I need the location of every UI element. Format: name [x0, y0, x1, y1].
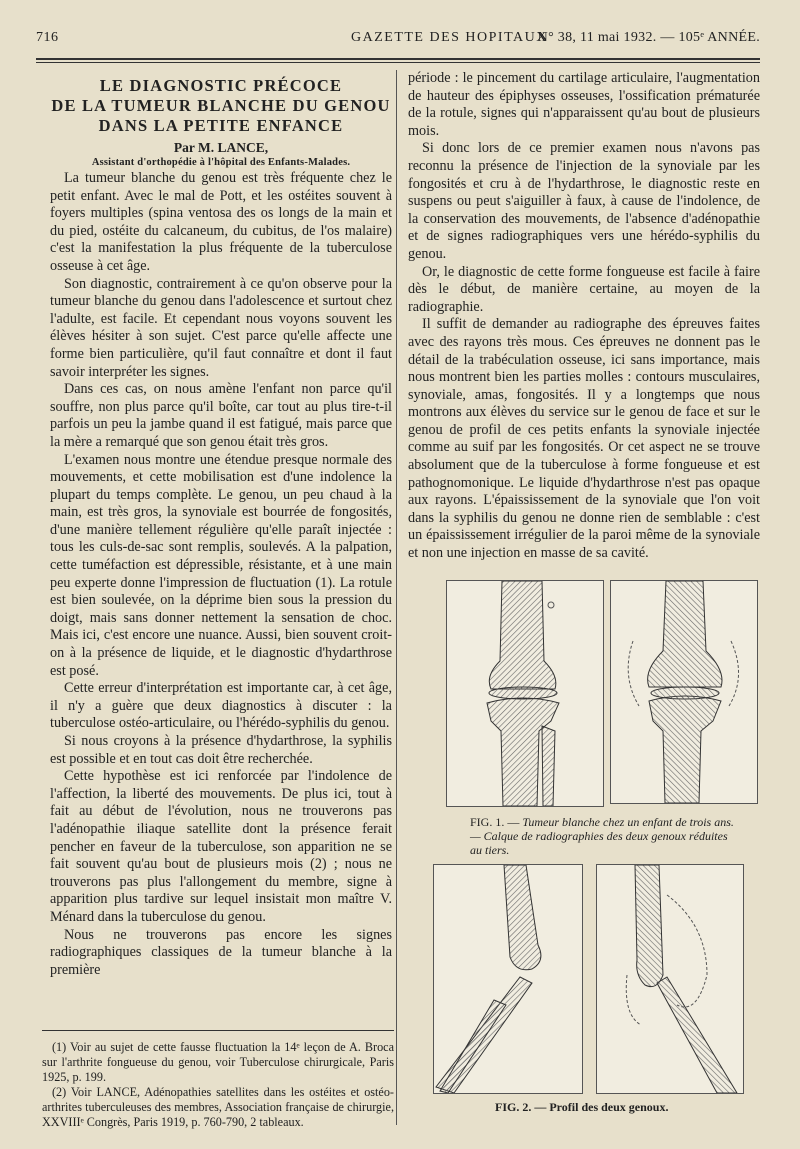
paragraph: Si donc lors de ce premier examen nous n'avons pas reconnu la présence de l'injection de la synoviale par les fongosités et cru à de l'hydarthrose, le diagnostic reste en suspens ou peut s'aiguiller à faux, à cause de l'indolence, de la conservation des mouvements, de l'absence d'adénopathie et de signes radiographiques vers une hérédo-syphilis du genou.	[408, 140, 760, 262]
article-title	[50, 76, 392, 136]
left-column	[50, 72, 392, 979]
title-line: DE LA TUMEUR BLANCHE DU GENOU	[51, 96, 391, 115]
figure-1-right-knee	[610, 580, 758, 804]
paragraph: Nous ne trouverons pas encore les signes radiographiques classiques de la tumeur blanche à la première	[50, 926, 392, 978]
figure-2-right-profile	[596, 864, 744, 1094]
issue-info: N° 38, 11 mai 1932. — 105ᵉ ANNÉE.	[537, 30, 760, 45]
journal-title: GAZETTE DES HOPITAUX	[351, 30, 548, 45]
paragraph: période : le pincement du cartilage articulaire, l'augmentation de hauteur des épiphyses osseuses, l'ossification prématurée de la rotule, signes qui n'apparaissent qu'au bout de plusieurs mois.	[408, 70, 760, 139]
column-divider	[396, 70, 397, 1125]
author-byline: Par M. LANCE,	[173, 140, 269, 155]
figure-1-label: FIG. 1. —	[470, 815, 520, 829]
footnotes	[42, 1040, 394, 1130]
footnote-rule	[42, 1030, 394, 1031]
figure-2-left-profile	[433, 864, 583, 1094]
header-rule-thin	[36, 62, 760, 63]
page-number: 716	[36, 30, 59, 45]
paragraph: Cette hypothèse est ici renforcée par l'indolence de l'affection, la liberté des mouvements. De plus ici, tout à fait au début de l'évolution, nous ne trouverons pas l'adénopathie iliaque satellite dont la présence ferait pencher en faveur de la tuberculose, son apparition ne se fait souvent qu'au bout de plusieurs mois (2) ; nous ne trouverons pas plus l'allongement du membre, signe à apparition plus tardive sur lequel insistait mon maître V. Ménard dans la tuberculose du genou.	[50, 768, 392, 925]
paragraph: Dans ces cas, on nous amène l'enfant non parce qu'il souffre, non plus parce qu'il boîte, car tout au plus tire-t-il parfois un peu la jambe quand il est fatigué, mais parce que la mère a remarqué que son genou était très gros.	[50, 381, 392, 450]
paragraph: Cette erreur d'interprétation est importante car, à cet âge, il n'y a guère que deux diagnostics à discuter : la tuberculose ostéo-articulaire, ou l'hérédo-syphilis du genou.	[50, 680, 392, 732]
page-header	[36, 30, 760, 50]
footnote: (2) Voir LANCE, Adénopathies satellites dans les ostéites et ostéo-arthrites tuberculeuses des membres, Association française de chirurgie, XXVIIIᵉ Congrès, Paris 1919, p. 760-790, 2 tableaux.	[42, 1085, 394, 1129]
title-line: DANS LA PETITE ENFANCE	[98, 116, 344, 135]
paragraph: Son diagnostic, contrairement à ce qu'on observe pour la tumeur blanche du genou dans l'adolescence et surtout chez l'adulte, est facile. Et cependant nous voyons souvent les élèves hésiter à son sujet. C'est parce qu'elle affecte une forme bien particulière, qu'il faut connaître et dont il faut savoir interpréter les signes.	[50, 275, 392, 380]
paragraph: Il suffit de demander au radiographe des épreuves faites avec des rayons très mous. Ces épreuves ne donnent pas le détail de la trabéculation osseuse, ici sans importance, mais nous montrent bien les parties molles : contours musculaires, synoviale, amas, fongosités. Il y a longtemps que nous montrons aux élèves du service sur le genou de face et sur le genou de profil de ces petits enfants la synoviale injectée comme au suif par les fongosités. Or cet aspect ne se trouve absolument que de la tuberculose à forme fongueuse et est pathognomonique. Le liquide d'hydarthrose n'est pas opaque aux rayons. L'épaississement de la synoviale que l'on voit dans la syphilis du genou ne donne rien de semblable : c'est un épaississement irrégulier de la paroi même de la synoviale et non une injection en masse de sa cavité.	[408, 316, 760, 562]
paragraph: La tumeur blanche du genou est très fréquente chez le petit enfant. Avec le mal de Pott, et les ostéites souvent à foyers multiples (spina ventosa des os longs de la main et du pied, ostéite du calcaneum, du cubitus, de l'os malaire) c'est la manifestation la plus fréquente de la tuberculose osseuse à cet âge.	[50, 170, 392, 274]
header-rule	[36, 58, 760, 60]
paragraph: L'examen nous montre une étendue presque normale des mouvements, et cette mobilisation est d'une indolence la plupart du temps complète. Le genou, un peu chaud à la main, est très gros, la synoviale est bourrée de fongosités, d'une manière tellement régulière qu'elle paraît injectée : tous les culs-de-sac sont remplis, soulevés. A la palpation, cette tuméfaction est dépressible, résistante, et à une main peu experte donne l'impression de fluctuation (1). La rotule est bien soulevée, on la déprime bien sous la pression du doigt, mais sans donner nettement la sensation de choc. Mais ici, c'est encore une nuance. Aussi, bien souvent croit-on à la présence de liquide, et le diagnostic d'hydarthrose est posé.	[50, 451, 392, 679]
right-column	[408, 70, 760, 563]
figure-1-text: Tumeur blanche chez un enfant de trois ans. — Calque de radiographies des deux genoux réduites au tiers.	[470, 815, 734, 857]
paragraph: Si nous croyons à la présence d'hydarthrose, la syphilis est possible et en tout cas doit être recherchée.	[50, 733, 392, 767]
figure-1-caption	[470, 815, 740, 857]
paragraph: Or, le diagnostic de cette forme fongueuse est facile à faire dès le début, de manière certaine, au moyen de la radiographie.	[408, 263, 760, 315]
figure-1-left-knee	[446, 580, 604, 807]
footnote: (1) Voir au sujet de cette fausse fluctuation la 14ᵉ leçon de A. Broca sur l'arthrite fongueuse du genou, voir Tuberculose chirurgicale, Paris 1925, p. 199.	[42, 1040, 394, 1084]
figure-2-caption: FIG. 2. — Profil des deux genoux.	[495, 1100, 669, 1114]
author-affiliation: Assistant d'orthopédie à l'hôpital des Enfants-Malades.	[91, 157, 351, 168]
title-line: LE DIAGNOSTIC PRÉCOCE	[99, 76, 343, 95]
